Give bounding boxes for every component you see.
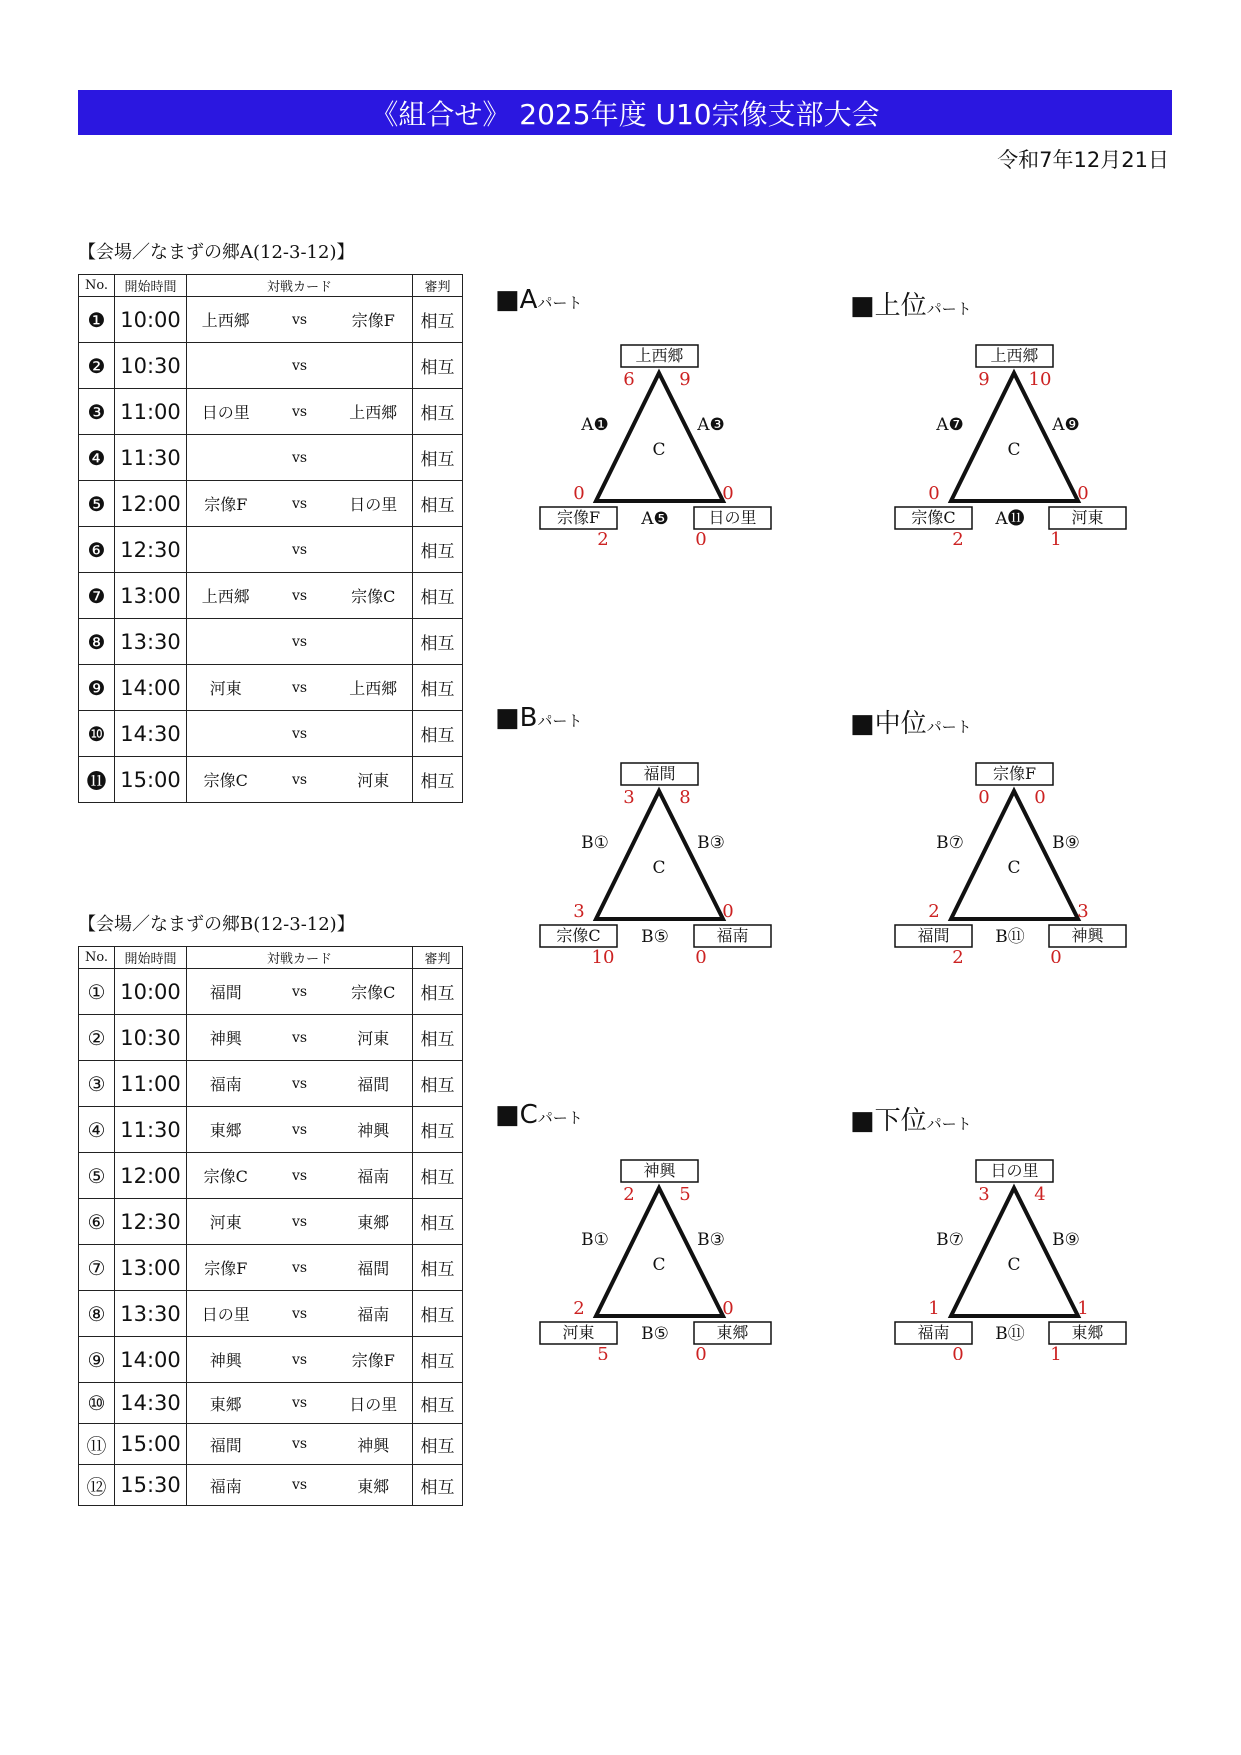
cell-t1: 東郷 [187,1107,265,1153]
match-label-left: B⑦ [936,1230,964,1250]
cell-no: ⑤ [79,1153,115,1199]
score-right-up: 0 [722,1298,734,1319]
cell-ref: 相互 [413,1383,463,1424]
match-label-left: B⑦ [936,833,964,853]
cell-t2 [335,527,413,573]
header-ref: 審判 [413,275,463,297]
cell-t1 [187,711,265,757]
cell-ref: 相互 [413,1015,463,1061]
cell-ref: 相互 [413,481,463,527]
cell-t1: 福間 [187,969,265,1015]
cell-t2: 宗像F [335,297,413,343]
team-name-top: 上西郷 [990,346,1039,365]
cell-vs: vs [265,619,335,665]
score-top-r: 5 [679,1184,691,1205]
cell-t1: 日の里 [187,1291,265,1337]
part-suffix: パート [537,294,583,312]
group-label: C [1007,858,1021,878]
score-right-down: 1 [1050,1344,1062,1360]
group-label: C [1007,440,1021,460]
team-name-top: 日の里 [990,1161,1039,1180]
triangle-diagram [495,285,835,545]
cell-t2: 福南 [335,1153,413,1199]
team-name-left: 宗像F [556,508,601,527]
cell-ref: 相互 [413,297,463,343]
cell-t2: 宗像F [335,1337,413,1383]
match-label-bottom: A⓫ [995,509,1025,529]
cell-t1 [187,619,265,665]
cell-no: ❼ [79,573,115,619]
cell-vs: vs [265,343,335,389]
cell-t1: 日の里 [187,389,265,435]
cell-ref: 相互 [413,527,463,573]
cell-no: ❺ [79,481,115,527]
cell-t2: 河東 [335,1015,413,1061]
cell-t2: 日の里 [335,481,413,527]
cell-time: 10:00 [115,297,187,343]
cell-t1: 福南 [187,1061,265,1107]
cell-t2: 上西郷 [335,665,413,711]
score-left-up: 0 [928,483,940,504]
cell-no: ⑪ [79,1424,115,1465]
cell-no: ❸ [79,389,115,435]
league-part-2 [495,703,835,963]
match-label-right: B⑨ [1052,833,1080,853]
match-label-left: B① [581,833,609,853]
cell-time: 11:00 [115,389,187,435]
cell-no: ❾ [79,665,115,711]
team-name-right: 日の里 [708,508,757,527]
cell-ref: 相互 [413,573,463,619]
team-name-top: 神興 [643,1161,676,1180]
cell-no: ⓫ [79,757,115,803]
match-label-bottom: A❺ [641,509,669,529]
cell-t1: 河東 [187,1199,265,1245]
cell-t2: 福間 [335,1061,413,1107]
match-label-right: A❸ [697,415,725,435]
group-label: C [652,1255,666,1275]
part-suffix: パート [926,1115,972,1133]
cell-t1: 宗像F [187,481,265,527]
cell-time: 15:30 [115,1465,187,1506]
cell-ref: 相互 [413,1465,463,1506]
cell-t1: 上西郷 [187,573,265,619]
cell-no: ❻ [79,527,115,573]
table-row [79,1153,463,1199]
cell-vs: vs [265,969,335,1015]
cell-vs: vs [265,757,335,803]
header-no: No. [79,275,115,297]
cell-vs: vs [265,1015,335,1061]
triangle-shape [596,791,723,919]
cell-t1: 神興 [187,1015,265,1061]
match-label-bottom: B⑪ [995,1324,1025,1344]
cell-t2: 福南 [335,1291,413,1337]
score-left-up: 2 [928,901,940,922]
triangle-diagram [850,1100,1190,1360]
team-name-right: 福南 [716,926,749,945]
cell-no: ⑩ [79,1383,115,1424]
cell-time: 11:30 [115,1107,187,1153]
cell-t2: 宗像C [335,573,413,619]
table-row [79,1291,463,1337]
league-part-3 [850,703,1190,963]
cell-t1 [187,527,265,573]
table-row [79,573,463,619]
score-top-r: 4 [1034,1184,1046,1205]
cell-vs: vs [265,1337,335,1383]
match-label-bottom: B⑪ [995,927,1025,947]
cell-ref: 相互 [413,1107,463,1153]
team-name-top: 上西郷 [635,346,684,365]
cell-vs: vs [265,1383,335,1424]
match-label-right: B③ [697,1230,725,1250]
cell-ref: 相互 [413,389,463,435]
score-left-up: 0 [573,483,585,504]
cell-t2: 東郷 [335,1465,413,1506]
cell-vs: vs [265,481,335,527]
cell-time: 15:00 [115,757,187,803]
cell-t2 [335,435,413,481]
score-left-down: 0 [952,1344,964,1360]
table-row [79,343,463,389]
table-row [79,1337,463,1383]
cell-t2: 日の里 [335,1383,413,1424]
cell-t1: 宗像F [187,1245,265,1291]
score-top-r: 8 [679,787,691,808]
cell-no: ⑫ [79,1465,115,1506]
cell-vs: vs [265,435,335,481]
triangle-shape [951,791,1078,919]
cell-vs: vs [265,389,335,435]
table-row [79,1015,463,1061]
cell-no: ④ [79,1107,115,1153]
part-suffix: パート [537,712,583,730]
title-banner [78,90,1172,135]
match-label-left: A❶ [581,415,609,435]
page-title: 《組合せ》 2025年度 U10宗像支部大会 [370,97,880,131]
table-row [79,711,463,757]
score-top-l: 6 [623,369,635,390]
team-name-left: 河東 [562,1323,595,1342]
cell-time: 11:00 [115,1061,187,1107]
cell-time: 10:30 [115,343,187,389]
group-label: C [652,440,666,460]
table-row [79,527,463,573]
cell-vs: vs [265,1245,335,1291]
cell-no: ⑨ [79,1337,115,1383]
score-top-r: 0 [1034,787,1046,808]
score-left-down: 5 [597,1344,609,1360]
triangle-shape [596,1188,723,1316]
triangle-shape [951,1188,1078,1316]
cell-vs: vs [265,527,335,573]
score-right-down: 1 [1050,529,1062,545]
cell-no: ③ [79,1061,115,1107]
cell-time: 14:00 [115,1337,187,1383]
cell-vs: vs [265,1424,335,1465]
schedule-table-a [78,274,463,803]
triangle-shape [951,373,1078,501]
cell-t2: 河東 [335,757,413,803]
triangle-diagram [850,703,1190,963]
cell-vs: vs [265,1291,335,1337]
team-name-left: 福南 [917,1323,950,1342]
cell-t1: 上西郷 [187,297,265,343]
header-card: 対戦カード [187,947,413,969]
score-left-down: 10 [591,947,615,963]
cell-no: ❽ [79,619,115,665]
cell-time: 12:00 [115,481,187,527]
score-left-down: 2 [952,529,964,545]
cell-t2: 上西郷 [335,389,413,435]
cell-ref: 相互 [413,1337,463,1383]
cell-time: 10:30 [115,1015,187,1061]
score-top-l: 0 [978,787,990,808]
header-ref: 審判 [413,947,463,969]
cell-t2: 神興 [335,1107,413,1153]
event-date: 令和7年12月21日 [997,148,1169,172]
cell-t1 [187,435,265,481]
table-row [79,389,463,435]
team-name-top: 福間 [643,764,676,783]
score-top-l: 2 [623,1184,635,1205]
score-right-up: 0 [722,901,734,922]
triangle-shape [596,373,723,501]
cell-ref: 相互 [413,1199,463,1245]
match-label-left: B① [581,1230,609,1250]
cell-ref: 相互 [413,1291,463,1337]
cell-t2 [335,619,413,665]
cell-time: 10:00 [115,969,187,1015]
cell-time: 14:30 [115,711,187,757]
cell-vs: vs [265,711,335,757]
cell-ref: 相互 [413,711,463,757]
venue-b-title: 【会場／なまずの郷B(12-3-12)】 [78,914,355,935]
cell-vs: vs [265,1465,335,1506]
table-row [79,665,463,711]
league-part-0 [495,285,835,545]
table-row [79,619,463,665]
cell-ref: 相互 [413,665,463,711]
table-row [79,1199,463,1245]
score-right-down: 0 [1050,947,1062,963]
table-row [79,481,463,527]
cell-no: ❶ [79,297,115,343]
cell-no: ① [79,969,115,1015]
cell-ref: 相互 [413,619,463,665]
part-suffix: パート [926,718,972,736]
cell-time: 12:30 [115,527,187,573]
match-label-bottom: B⑤ [641,1324,669,1344]
cell-time: 14:30 [115,1383,187,1424]
table-row [79,757,463,803]
cell-no: ❿ [79,711,115,757]
score-top-l: 3 [623,787,635,808]
team-name-left: 宗像C [911,508,956,527]
match-label-right: B⑨ [1052,1230,1080,1250]
part-name: ■下位 [850,1106,927,1136]
team-name-left: 宗像C [556,926,601,945]
team-name-right: 東郷 [1071,1323,1104,1342]
part-name: ■A [495,285,538,315]
cell-time: 13:00 [115,573,187,619]
cell-ref: 相互 [413,1424,463,1465]
cell-no: ⑧ [79,1291,115,1337]
score-left-up: 2 [573,1298,585,1319]
cell-t1 [187,343,265,389]
cell-time: 13:00 [115,1245,187,1291]
cell-no: ❷ [79,343,115,389]
cell-ref: 相互 [413,1061,463,1107]
cell-time: 13:30 [115,1291,187,1337]
match-label-right: B③ [697,833,725,853]
cell-no: ❹ [79,435,115,481]
league-part-1 [850,285,1190,545]
cell-ref: 相互 [413,1245,463,1291]
table-row [79,1383,463,1424]
cell-ref: 相互 [413,969,463,1015]
table-row [79,1465,463,1506]
header-time: 開始時間 [115,947,187,969]
score-top-l: 3 [978,1184,990,1205]
cell-vs: vs [265,297,335,343]
cell-t1: 福南 [187,1465,265,1506]
cell-vs: vs [265,573,335,619]
triangle-diagram [495,1100,835,1360]
cell-t1: 福間 [187,1424,265,1465]
score-right-up: 3 [1077,901,1089,922]
cell-t2: 宗像C [335,969,413,1015]
part-suffix: パート [926,300,972,318]
cell-time: 14:00 [115,665,187,711]
team-name-right: 神興 [1071,926,1104,945]
table-row [79,1424,463,1465]
cell-t1: 神興 [187,1337,265,1383]
team-name-right: 河東 [1071,508,1104,527]
cell-time: 12:00 [115,1153,187,1199]
cell-t1: 河東 [187,665,265,711]
group-label: C [1007,1255,1021,1275]
cell-t2: 神興 [335,1424,413,1465]
score-top-r: 10 [1028,369,1052,390]
cell-time: 12:30 [115,1199,187,1245]
cell-t2: 福間 [335,1245,413,1291]
triangle-diagram [495,703,835,963]
match-label-bottom: B⑤ [641,927,669,947]
header-no: No. [79,947,115,969]
match-label-left: A❼ [936,415,964,435]
team-name-right: 東郷 [716,1323,749,1342]
schedule-table-b [78,946,463,1506]
venue-a-title: 【会場／なまずの郷A(12-3-12)】 [78,242,355,263]
cell-no: ② [79,1015,115,1061]
cell-t2: 東郷 [335,1199,413,1245]
cell-t1: 宗像C [187,1153,265,1199]
part-name: ■C [495,1100,538,1130]
cell-ref: 相互 [413,1153,463,1199]
cell-t1: 宗像C [187,757,265,803]
team-name-top: 宗像F [992,764,1037,783]
score-right-down: 0 [695,947,707,963]
league-part-5 [850,1100,1190,1360]
cell-vs: vs [265,1153,335,1199]
header-time: 開始時間 [115,275,187,297]
part-name: ■B [495,703,538,733]
table-row [79,1107,463,1153]
score-top-l: 9 [978,369,990,390]
match-label-right: A❾ [1052,415,1080,435]
score-left-up: 1 [928,1298,940,1319]
table-row [79,969,463,1015]
cell-time: 11:30 [115,435,187,481]
team-name-left: 福間 [917,926,950,945]
part-name: ■中位 [850,709,927,739]
group-label: C [652,858,666,878]
score-right-down: 0 [695,1344,707,1360]
score-top-r: 9 [679,369,691,390]
score-right-up: 0 [1077,483,1089,504]
part-name: ■上位 [850,291,927,321]
table-row [79,435,463,481]
cell-no: ⑥ [79,1199,115,1245]
cell-ref: 相互 [413,435,463,481]
cell-time: 13:30 [115,619,187,665]
part-suffix: パート [537,1109,583,1127]
triangle-diagram [850,285,1190,545]
cell-ref: 相互 [413,757,463,803]
cell-vs: vs [265,1107,335,1153]
cell-t2 [335,343,413,389]
score-left-down: 2 [952,947,964,963]
cell-no: ⑦ [79,1245,115,1291]
cell-ref: 相互 [413,343,463,389]
score-right-up: 0 [722,483,734,504]
cell-vs: vs [265,1199,335,1245]
header-card: 対戦カード [187,275,413,297]
score-left-up: 3 [573,901,585,922]
score-right-up: 1 [1077,1298,1089,1319]
cell-time: 15:00 [115,1424,187,1465]
cell-vs: vs [265,1061,335,1107]
cell-t2 [335,711,413,757]
league-part-4 [495,1100,835,1360]
score-right-down: 0 [695,529,707,545]
cell-vs: vs [265,665,335,711]
score-left-down: 2 [597,529,609,545]
table-row [79,1245,463,1291]
table-row [79,297,463,343]
cell-t1: 東郷 [187,1383,265,1424]
table-row [79,1061,463,1107]
